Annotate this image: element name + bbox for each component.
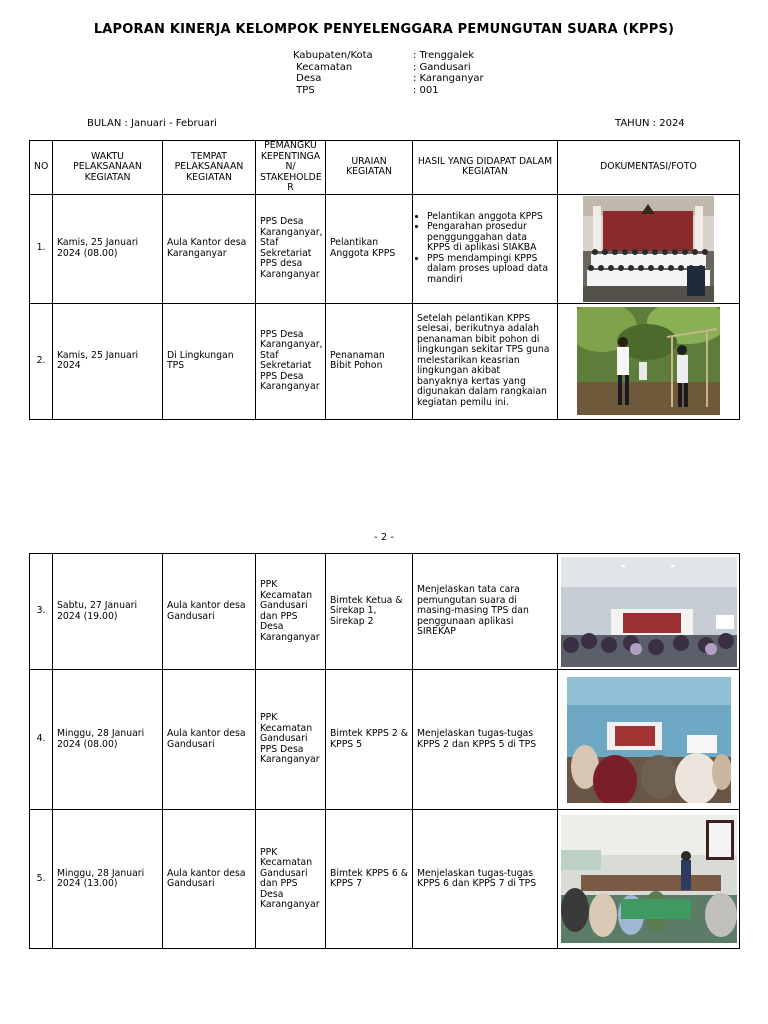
row-hasil: Setelah pelantikan KPPS selesai, berikutnya adalah penanaman bibit pohon di lingkungan sekitar TPS guna melestarikan keasrian lingkungan akibat banyaknya kertas yang digunakan dalam rangkaian kegiatan pemilu ini. [413,303,558,419]
row-hasil: Menjelaskan tugas-tugas KPPS 2 dan KPPS 5 di TPS [413,670,558,810]
page-number: - 2 - [374,532,394,543]
photo-bimtek-ketua [561,557,737,667]
info-value: : Gandusari [413,61,471,73]
photo-inauguration-group [583,196,714,302]
table-row [30,194,740,303]
row-pemangku: PPK Kecamatan Gandusari dan PPS Desa Karanganyar [256,810,326,949]
info-value: : Karanganyar [413,73,484,84]
list-item: • Pengarahan prosedur penggunggahan data KPPS di aplikasi SIAKBA [427,222,553,254]
period-month: BULAN : Januari - Februari [87,118,217,129]
info-label: Desa [293,73,322,84]
row-foto [558,554,740,670]
row-waktu: Kamis, 25 Januari 2024 [53,303,163,419]
col-header-dokumentasi: DOKUMENTASI/FOTO [558,141,740,195]
row-tempat: Aula Kantor desa Karanganyar [163,194,256,303]
period-year: TAHUN : 2024 [615,118,685,129]
row-waktu: Minggu, 28 Januari 2024 (13.00) [53,810,163,949]
row-waktu: Sabtu, 27 Januari 2024 (19.00) [53,554,163,670]
row-hasil: Menjelaskan tata cara pemungutan suara di masing-masing TPS dan penggunaan aplikasi SIREKAP [413,554,558,670]
info-row-kecamatan [293,62,484,74]
location-info [293,50,484,96]
table-row [30,303,740,419]
col-header-no: NO [30,141,53,195]
photo-bimtek-kpps-2-5 [567,677,731,803]
info-value: : Trenggalek [413,50,475,61]
table-row [30,670,740,810]
row-hasil [413,194,558,303]
row-hasil: Menjelaskan tugas-tugas KPPS 6 dan KPPS 7 di TPS [413,810,558,949]
info-label: Kecamatan [293,61,353,73]
report-title: LAPORAN KINERJA KELOMPOK PENYELENGGARA PEMUNGUTAN SUARA (KPPS) [93,22,675,37]
info-row-kabupaten [293,50,484,62]
row-foto [558,810,740,949]
row-foto [558,194,740,303]
row-no: 2. [30,303,53,419]
info-row-desa [293,73,484,85]
info-value: : 001 [413,84,439,96]
hasil-list [417,212,553,286]
row-pemangku: PPS Desa Karanganyar, Staf Sekretariat PPS Desa Karanganyar [256,303,326,419]
list-item: • PPS mendampingi KPPS dalam proses upload data mandiri [427,254,553,286]
photo-tree-planting [577,307,720,415]
table-header-row [30,141,740,195]
row-uraian: Bimtek Ketua & Sirekap 1, Sirekap 2 [326,554,413,670]
table-row [30,554,740,670]
row-tempat: Aula kantor desa Gandusari [163,810,256,949]
info-row-tps [293,85,484,97]
row-pemangku: PPS Desa Karanganyar, Staf Sekretariat PPS desa Karanganyar [256,194,326,303]
report-table-page2 [29,553,740,949]
photo-bimtek-kpps-6-7 [561,815,737,943]
row-tempat: Di Lingkungan TPS [163,303,256,419]
row-uraian: Penanaman Bibit Pohon [326,303,413,419]
col-header-waktu: WAKTU PELAKSANAAN KEGIATAN [53,141,163,195]
info-label: Kabupaten/Kota [293,50,373,61]
row-foto [558,303,740,419]
row-no: 1. [30,194,53,303]
col-header-uraian: URAIAN KEGIATAN [326,141,413,195]
row-foto [558,670,740,810]
row-no: 3. [30,554,53,670]
col-header-hasil: HASIL YANG DIDAPAT DALAM KEGIATAN [413,141,558,195]
col-header-tempat: TEMPAT PELAKSANAAN KEGIATAN [163,141,256,195]
row-pemangku: PPK Kecamatan Gandusari dan PPS Desa Karanganyar [256,554,326,670]
col-header-pemangku: PEMANGKU KEPENTINGA N/ STAKEHOLDE R [256,141,326,195]
row-waktu: Minggu, 28 Januari 2024 (08.00) [53,670,163,810]
info-label: TPS [293,84,315,96]
row-no: 5. [30,810,53,949]
row-tempat: Aula kantor desa Gandusari [163,670,256,810]
row-uraian: Pelantikan Anggota KPPS [326,194,413,303]
row-uraian: Bimtek KPPS 2 & KPPS 5 [326,670,413,810]
row-uraian: Bimtek KPPS 6 & KPPS 7 [326,810,413,949]
row-no: 4. [30,670,53,810]
list-item: • Pelantikan anggota KPPS [427,212,553,223]
row-tempat: Aula kantor desa Gandusari [163,554,256,670]
report-table-page1 [29,140,740,420]
table-row [30,810,740,949]
row-waktu: Kamis, 25 Januari 2024 (08.00) [53,194,163,303]
row-pemangku: PPK Kecamatan Gandusari PPS Desa Karanganyar [256,670,326,810]
